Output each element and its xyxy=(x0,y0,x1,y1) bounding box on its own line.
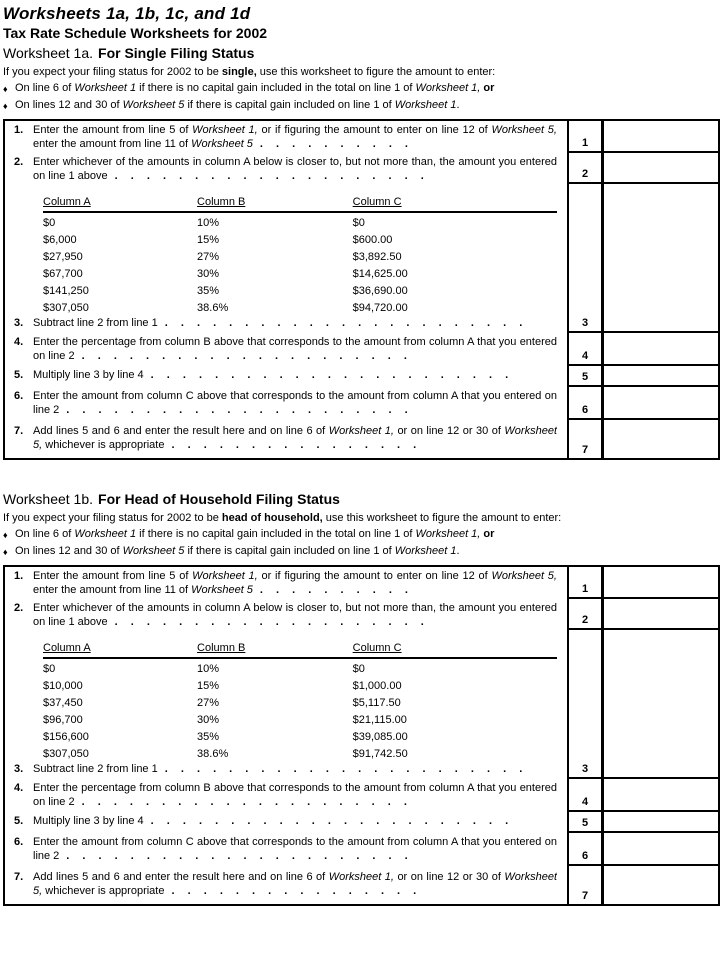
rate-table-row xyxy=(43,692,557,709)
dot-leader: . . . . . . . . . . . . . . . . . . . . xyxy=(114,170,424,182)
entry-box-line-5[interactable] xyxy=(601,366,718,387)
bullet-text: On line 6 of Worksheet 1 if there is no capital gain included in the total on line 1 of Worksheet 1, or xyxy=(15,528,495,540)
worksheet-row xyxy=(5,779,718,812)
rate-cell: 35% xyxy=(197,285,220,297)
line-instruction: Add lines 5 and 6 and enter the result here and on line 6 of Worksheet 1, or on line 12 or 30 of Worksheet 5, whichever is appropriate . . . . . . . . . . . . . . . . xyxy=(33,871,557,897)
line-number-label: 5. xyxy=(14,815,24,827)
dot-leader: . . . . . . . . . . . . . . . . . . . . xyxy=(114,616,424,628)
rate-cell: 27% xyxy=(197,697,220,709)
worksheet-1b-heading xyxy=(3,491,721,508)
worksheet-row xyxy=(5,420,718,458)
line-instruction: Enter the percentage from column B above that corresponds to the amount from column A that you entered on line 2 . . . . . . . . . . . . . . . . . . . . . xyxy=(33,336,557,362)
line-ref-number: 5 xyxy=(567,812,601,833)
line-ref-number: 4 xyxy=(567,333,601,366)
line-number-label: 4. xyxy=(14,336,24,348)
rate-cell: 38.6% xyxy=(197,748,229,760)
diamond-bullet-icon: ♦ xyxy=(3,530,8,540)
worksheet-intro: If you expect your filing status for 2002 to be head of household, use this worksheet to figure the amount to enter: xyxy=(3,512,562,524)
worksheet-intro: If you expect your filing status for 2002 to be single, use this worksheet to figure the amount to enter: xyxy=(3,66,496,78)
worksheet-1b-section xyxy=(3,491,721,906)
rate-cell: 38.6% xyxy=(197,302,229,314)
entry-box-line-4[interactable] xyxy=(601,779,718,812)
bullet-item xyxy=(3,97,721,114)
rate-table-header: Column C xyxy=(352,642,402,654)
line-instruction: Enter the percentage from column B above that corresponds to the amount from column A that you entered on line 2 . . . . . . . . . . . . . . . . . . . . . xyxy=(33,782,557,808)
rate-table-header: Column B xyxy=(197,196,246,208)
entry-box-line-7[interactable] xyxy=(601,420,718,458)
entry-box-line-5[interactable] xyxy=(601,812,718,833)
line-ref-number: 2 xyxy=(567,599,601,630)
rate-cell: $96,700 xyxy=(43,714,83,726)
line-number-label: 1. xyxy=(14,124,24,136)
line-number-label: 5. xyxy=(14,369,24,381)
rate-cell: $37,450 xyxy=(43,697,83,709)
dot-leader: . . . . . . . . . . . . . . . . . . . . . xyxy=(81,796,407,808)
rate-table-row xyxy=(43,229,557,246)
worksheet-row xyxy=(5,812,718,833)
line-instruction: Enter the amount from line 5 of Worksheet 1, or if figuring the amount to enter on line 12 of Worksheet 5, enter the amount from line 11 of Worksheet 5 . . . . . . . . . . xyxy=(33,570,557,596)
rate-cell: $156,600 xyxy=(43,731,89,743)
worksheet-row xyxy=(5,153,718,184)
rate-cell: $10,000 xyxy=(43,680,83,692)
line-number-label: 7. xyxy=(14,871,24,883)
worksheet-title: For Head of Household Filing Status xyxy=(98,491,340,507)
dot-leader: . . . . . . . . . . xyxy=(259,584,408,596)
entry-box-line-2[interactable] xyxy=(601,153,718,184)
dot-leader: . . . . . . . . . . . . . . . . . . . . . . xyxy=(66,404,408,416)
dot-leader: . . . . . . . . . . . . . . . . . . . . . xyxy=(81,350,407,362)
line-number-label: 2. xyxy=(14,156,24,168)
rate-cell: $600.00 xyxy=(352,234,393,246)
diamond-bullet-icon: ♦ xyxy=(3,101,8,111)
rate-cell: $14,625.00 xyxy=(352,268,408,280)
entry-box-line-2[interactable] xyxy=(601,599,718,630)
rate-table-header: Column C xyxy=(352,196,402,208)
rate-table-row xyxy=(43,212,557,229)
bullet-text: On lines 12 and 30 of Worksheet 5 if there is capital gain included on line 1 of Worksheet 1. xyxy=(15,99,460,111)
line-ref-number: 2 xyxy=(567,153,601,184)
entry-box-line-4[interactable] xyxy=(601,333,718,366)
line-instruction: Enter the amount from column C above that corresponds to the amount from column A that you entered on line 2 . . . . . . . . . . . . . . . . . . . . . . xyxy=(33,836,557,862)
rate-cell: 10% xyxy=(197,217,220,229)
rate-cell: $1,000.00 xyxy=(352,680,402,692)
rate-table-header: Column A xyxy=(43,196,91,208)
line-number-label: 7. xyxy=(14,425,24,437)
worksheet-row xyxy=(5,833,718,866)
rate-cell: $36,690.00 xyxy=(352,285,408,297)
dot-leader: . . . . . . . . . . . . . . . . . . . . . . xyxy=(66,850,408,862)
line-number-label: 3. xyxy=(14,763,24,775)
entry-box-line-3[interactable] xyxy=(601,630,718,779)
rate-cell: $0 xyxy=(352,217,365,229)
line-instruction: Enter the amount from line 5 of Worksheet 1, or if figuring the amount to enter on line 12 of Worksheet 5, enter the amount from line 11 of Worksheet 5 . . . . . . . . . . xyxy=(33,124,557,150)
line-ref-number: 1 xyxy=(567,567,601,599)
line-instruction: Subtract line 2 from line 1 . . . . . . . . . . . . . . . . . . . . . . . xyxy=(33,763,523,775)
worksheet-row xyxy=(5,387,718,420)
page-subtitle: Tax Rate Schedule Worksheets for 2002 xyxy=(3,25,268,41)
rate-cell: $39,085.00 xyxy=(352,731,408,743)
dot-leader: . . . . . . . . . . xyxy=(259,138,408,150)
rate-cell: 30% xyxy=(197,268,220,280)
rate-table-header: Column A xyxy=(43,642,91,654)
entry-box-line-6[interactable] xyxy=(601,387,718,420)
entry-box-line-3[interactable] xyxy=(601,184,718,333)
rate-cell: $91,742.50 xyxy=(352,748,408,760)
rate-table-row xyxy=(43,709,557,726)
line-instruction: Multiply line 3 by line 4 . . . . . . . . . . . . . . . . . . . . . . . xyxy=(33,815,509,827)
rate-cell: 10% xyxy=(197,663,220,675)
bullet-item xyxy=(3,526,721,543)
rate-table-row xyxy=(43,263,557,280)
rate-table-row xyxy=(43,280,557,297)
worksheet-row xyxy=(5,630,718,779)
line-ref-number: 4 xyxy=(567,779,601,812)
line-ref-number: 1 xyxy=(567,121,601,153)
rate-cell: $3,892.50 xyxy=(352,251,402,263)
bullet-item xyxy=(3,80,721,97)
rate-cell: 27% xyxy=(197,251,220,263)
rate-cell: $0 xyxy=(43,663,56,675)
rate-table xyxy=(43,193,557,314)
line-number-label: 2. xyxy=(14,602,24,614)
line-number-label: 4. xyxy=(14,782,24,794)
rate-table-header: Column B xyxy=(197,642,246,654)
rate-table-row xyxy=(43,675,557,692)
line-number-label: 3. xyxy=(14,317,24,329)
entry-box-line-7[interactable] xyxy=(601,866,718,904)
worksheet-title: For Single Filing Status xyxy=(98,45,255,61)
line-number-label: 6. xyxy=(14,836,24,848)
rate-table-row xyxy=(43,743,557,760)
worksheet-row xyxy=(5,866,718,904)
rate-cell: 35% xyxy=(197,731,220,743)
line-ref-number: 3 xyxy=(567,630,601,779)
line-instruction: Add lines 5 and 6 and enter the result here and on line 6 of Worksheet 1, or on line 12 or 30 of Worksheet 5, whichever is appropriate . . . . . . . . . . . . . . . . xyxy=(33,425,557,451)
worksheet-box xyxy=(3,565,720,906)
line-number-label: 1. xyxy=(14,570,24,582)
dot-leader: . . . . . . . . . . . . . . . . . . . . . . . xyxy=(164,317,523,329)
entry-box-line-1[interactable] xyxy=(601,567,718,599)
rate-cell: $0 xyxy=(43,217,56,229)
line-ref-number: 5 xyxy=(567,366,601,387)
worksheet-row xyxy=(5,121,718,153)
worksheet-box xyxy=(3,119,720,460)
line-ref-number: 6 xyxy=(567,833,601,866)
worksheet-1a-section xyxy=(3,45,721,460)
dot-leader: . . . . . . . . . . . . . . . . xyxy=(171,439,417,451)
rate-cell: $141,250 xyxy=(43,285,89,297)
line-ref-number: 3 xyxy=(567,184,601,333)
rate-cell: 15% xyxy=(197,680,220,692)
rate-cell: 30% xyxy=(197,714,220,726)
line-instruction: Enter whichever of the amounts in column A below is closer to, but not more than, the amount you entered on line 1 above . . . . . . . . . . . . . . . . . . . . xyxy=(33,602,557,628)
rate-table-row xyxy=(43,246,557,263)
dot-leader: . . . . . . . . . . . . . . . . . . . . . . . xyxy=(150,369,509,381)
diamond-bullet-icon: ♦ xyxy=(3,84,8,94)
worksheet-label: Worksheet 1b. xyxy=(3,491,94,507)
rate-cell: $6,000 xyxy=(43,234,77,246)
rate-cell: $307,050 xyxy=(43,748,89,760)
worksheet-row xyxy=(5,333,718,366)
line-instruction: Enter the amount from column C above that corresponds to the amount from column A that you entered on line 2 . . . . . . . . . . . . . . . . . . . . . . xyxy=(33,390,557,416)
dot-leader: . . . . . . . . . . . . . . . . xyxy=(171,885,417,897)
rate-cell: $5,117.50 xyxy=(352,697,401,709)
diamond-bullet-icon: ♦ xyxy=(3,547,8,557)
worksheet-label: Worksheet 1a. xyxy=(3,45,94,61)
rate-cell: $67,700 xyxy=(43,268,83,280)
line-instruction: Enter whichever of the amounts in column A below is closer to, but not more than, the amount you entered on line 1 above . . . . . . . . . . . . . . . . . . . . xyxy=(33,156,557,182)
rate-table-header-row xyxy=(43,193,557,212)
rate-table-row xyxy=(43,658,557,675)
entry-box-line-6[interactable] xyxy=(601,833,718,866)
rate-table-row xyxy=(43,297,557,314)
entry-box-line-1[interactable] xyxy=(601,121,718,153)
rate-table-header-row xyxy=(43,639,557,658)
worksheet-1a-heading xyxy=(3,45,721,62)
rate-table-row xyxy=(43,726,557,743)
line-ref-number: 7 xyxy=(567,866,601,904)
worksheet-row xyxy=(5,366,718,387)
rate-cell: $307,050 xyxy=(43,302,89,314)
rate-cell: $27,950 xyxy=(43,251,83,263)
line-ref-number: 7 xyxy=(567,420,601,458)
line-ref-number: 6 xyxy=(567,387,601,420)
worksheet-row xyxy=(5,567,718,599)
bullet-text: On lines 12 and 30 of Worksheet 5 if there is capital gain included on line 1 of Worksheet 1. xyxy=(15,545,460,557)
worksheet-row xyxy=(5,599,718,630)
bullet-item xyxy=(3,543,721,560)
bullet-text: On line 6 of Worksheet 1 if there is no capital gain included in the total on line 1 of Worksheet 1, or xyxy=(15,82,495,94)
rate-table xyxy=(43,639,557,760)
dot-leader: . . . . . . . . . . . . . . . . . . . . . . . xyxy=(164,763,523,775)
dot-leader: . . . . . . . . . . . . . . . . . . . . . . . xyxy=(150,815,509,827)
worksheet-row xyxy=(5,184,718,333)
rate-cell: $21,115.00 xyxy=(352,714,407,726)
line-number-label: 6. xyxy=(14,390,24,402)
line-instruction: Multiply line 3 by line 4 . . . . . . . . . . . . . . . . . . . . . . . xyxy=(33,369,509,381)
line-instruction: Subtract line 2 from line 1 . . . . . . . . . . . . . . . . . . . . . . . xyxy=(33,317,523,329)
rate-cell: $0 xyxy=(352,663,365,675)
page-title: Worksheets 1a, 1b, 1c, and 1d xyxy=(3,4,251,23)
rate-cell: 15% xyxy=(197,234,220,246)
rate-cell: $94,720.00 xyxy=(352,302,408,314)
